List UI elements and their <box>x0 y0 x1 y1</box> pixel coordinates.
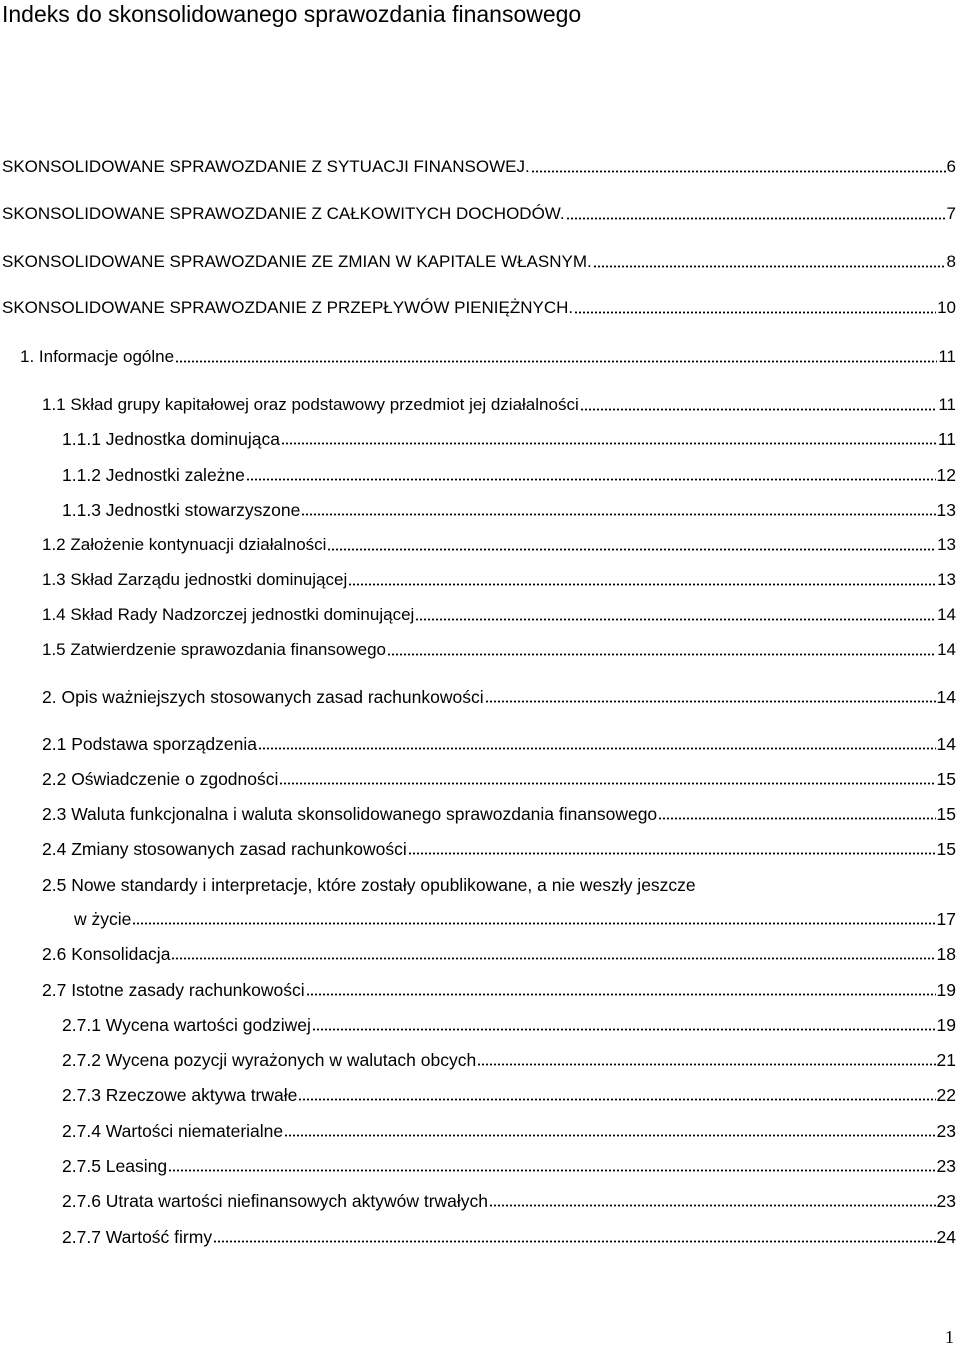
toc-entry-text: 2.7.7 Wartość firmy <box>62 1227 213 1247</box>
dot-leader <box>566 217 946 220</box>
dot-leader <box>246 478 936 481</box>
toc-entry[interactable] <box>42 943 956 965</box>
dot-leader <box>387 653 936 656</box>
dot-leader <box>593 265 946 268</box>
dot-leader <box>327 548 936 551</box>
toc-entry-page: 13 <box>937 535 956 554</box>
dot-leader <box>348 583 936 586</box>
toc-entry-page: 13 <box>936 500 956 520</box>
page-number: 1 <box>945 1327 954 1347</box>
toc-entry-page: 8 <box>946 252 956 271</box>
toc-entry-text: 1.5 Zatwierdzenie sprawozdania finansowego <box>42 640 386 659</box>
toc-entry-page: 10 <box>937 298 956 317</box>
toc-entry-text: 2.4 Zmiany stosowanych zasad rachunkowości <box>42 839 407 859</box>
toc-entry-text: SKONSOLIDOWANE SPRAWOZDANIE Z PRZEPŁYWÓW PIENIĘŻNYCH. <box>2 298 574 317</box>
toc-entry-page: 23 <box>936 1121 956 1141</box>
toc-entry[interactable] <box>42 569 956 591</box>
toc-entry-text: 2.3 Waluta funkcjonalna i waluta skonsolidowanego sprawozdania finansowego <box>42 804 658 824</box>
toc-entry[interactable] <box>62 1226 956 1248</box>
toc-entry-text: 2.7.4 Wartości niematerialne <box>62 1121 284 1141</box>
dot-leader <box>301 513 935 516</box>
toc-entry[interactable] <box>42 686 956 708</box>
dot-leader <box>485 700 936 703</box>
toc-entry-text: 2.7.5 Leasing <box>62 1156 168 1176</box>
toc-entry[interactable] <box>62 1084 956 1106</box>
dot-leader <box>213 1240 935 1243</box>
toc-entry-page: 24 <box>936 1227 956 1247</box>
toc-entry[interactable] <box>62 428 956 450</box>
toc-entry[interactable] <box>62 1155 956 1177</box>
toc-entry[interactable] <box>62 1190 956 1212</box>
toc-entry-page: 22 <box>936 1085 956 1105</box>
toc-entry-text: 2.7 Istotne zasady rachunkowości <box>42 980 305 1000</box>
toc-entry-page: 13 <box>937 570 956 589</box>
toc-entry-text: SKONSOLIDOWANE SPRAWOZDANIE Z SYTUACJI FINANSOWEJ. <box>2 157 530 176</box>
toc-entry[interactable] <box>62 499 956 521</box>
toc-entry-page: 15 <box>936 804 956 824</box>
toc-entry-page: 21 <box>936 1050 956 1070</box>
toc-entry-page: 6 <box>946 157 956 176</box>
toc-entry-text: 1.1.2 Jednostki zależne <box>62 465 245 485</box>
dot-leader <box>658 817 935 820</box>
toc-entry-page: 15 <box>936 839 956 859</box>
toc-entry-text: 2.5 Nowe standardy i interpretacje, które zostały opublikowane, a nie weszły jeszcze <box>42 875 696 895</box>
toc-entry-text: 2.2 Oświadczenie o zgodności <box>42 769 279 789</box>
dot-leader <box>306 993 936 996</box>
toc-entry-page: 11 <box>938 347 956 366</box>
toc-entry-page: 7 <box>946 204 956 223</box>
dot-leader <box>171 957 935 960</box>
document-title: Indeks do skonsolidowanego sprawozdania finansowego <box>2 1 582 27</box>
toc-entry-page: 17 <box>936 909 956 929</box>
toc-entry-page: 14 <box>936 687 956 707</box>
toc-entry-text: SKONSOLIDOWANE SPRAWOZDANIE ZE ZMIAN W KAPITALE WŁASNYM. <box>2 252 592 271</box>
toc-entry-text: 2. Opis ważniejszych stosowanych zasad rachunkowości <box>42 687 484 707</box>
toc-entry-text: 2.7.2 Wycena pozycji wyrażonych w walutach obcych <box>62 1050 477 1070</box>
dot-leader <box>415 618 936 621</box>
toc-entry-page: 14 <box>937 605 956 624</box>
toc-entry-text: SKONSOLIDOWANE SPRAWOZDANIE Z CAŁKOWITYCH DOCHODÓW. <box>2 204 565 223</box>
toc-entry-text: 1.1.1 Jednostka dominująca <box>62 429 280 449</box>
toc-entry-page: 14 <box>937 640 956 659</box>
toc-entry[interactable] <box>20 346 956 368</box>
toc-entry[interactable] <box>62 464 956 486</box>
toc-entry[interactable] <box>42 803 956 825</box>
toc-entry-first-line[interactable] <box>42 874 956 896</box>
toc-entry-text: 1.2 Założenie kontynuacji działalności <box>42 535 327 554</box>
dot-leader <box>284 1134 935 1137</box>
toc-entry[interactable] <box>2 203 956 225</box>
toc-entry[interactable] <box>42 733 956 755</box>
dot-leader <box>312 1028 936 1031</box>
dot-leader <box>531 170 946 173</box>
toc-entry[interactable] <box>42 394 956 416</box>
toc-entry-continuation: w życie <box>74 909 132 929</box>
toc-entry-page: 15 <box>936 769 956 789</box>
toc-entry[interactable] <box>74 908 956 930</box>
toc-entry[interactable] <box>2 297 956 319</box>
dot-leader <box>580 408 938 411</box>
toc-entry[interactable] <box>42 768 956 790</box>
toc-entry-text: 2.6 Konsolidacja <box>42 944 171 964</box>
dot-leader <box>489 1204 936 1207</box>
toc-entry[interactable] <box>62 1120 956 1142</box>
toc-entry-page: 18 <box>936 944 956 964</box>
toc-entry[interactable] <box>42 979 956 1001</box>
toc-entry-page: 23 <box>936 1191 956 1211</box>
toc-entry-text: 1.1 Skład grupy kapitałowej oraz podstawowy przedmiot jej działalności <box>42 395 579 414</box>
toc-entry-page: 19 <box>936 1015 956 1035</box>
toc-entry-text: 2.7.1 Wycena wartości godziwej <box>62 1015 311 1035</box>
dot-leader <box>574 311 936 314</box>
dot-leader <box>281 442 937 445</box>
toc-entry[interactable] <box>2 251 956 273</box>
toc-entry[interactable] <box>42 639 956 661</box>
dot-leader <box>175 360 937 363</box>
toc-entry-text: 1.4 Skład Rady Nadzorczej jednostki dominującej <box>42 605 415 624</box>
toc-entry[interactable] <box>62 1049 956 1071</box>
dot-leader <box>477 1063 935 1066</box>
toc-entry-page: 12 <box>936 465 956 485</box>
toc-entry[interactable] <box>42 534 956 556</box>
toc-entry-page: 14 <box>936 734 956 754</box>
dot-leader <box>168 1169 935 1172</box>
toc-entry-page: 19 <box>936 980 956 1000</box>
toc-entry[interactable] <box>42 604 956 626</box>
toc-entry[interactable] <box>42 838 956 860</box>
toc-entry[interactable] <box>62 1014 956 1036</box>
dot-leader <box>258 747 936 750</box>
toc-entry-text: 2.1 Podstawa sporządzenia <box>42 734 257 754</box>
dot-leader <box>408 852 936 855</box>
dot-leader <box>298 1098 935 1101</box>
toc-entry-text: 1.1.3 Jednostki stowarzyszone <box>62 500 301 520</box>
dot-leader <box>132 922 935 925</box>
toc-entry-text: 1.3 Skład Zarządu jednostki dominującej <box>42 570 348 589</box>
toc-entry-text: 1. Informacje ogólne <box>20 347 175 366</box>
toc-entry-text: 2.7.3 Rzeczowe aktywa trwałe <box>62 1085 298 1105</box>
toc-entry-text: 2.7.6 Utrata wartości niefinansowych aktywów trwałych <box>62 1191 489 1211</box>
toc-entry-page: 11 <box>938 395 956 414</box>
toc-entry-page: 23 <box>936 1156 956 1176</box>
dot-leader <box>279 782 935 785</box>
toc-entry-page: 11 <box>937 429 956 449</box>
toc-entry[interactable] <box>2 156 956 178</box>
